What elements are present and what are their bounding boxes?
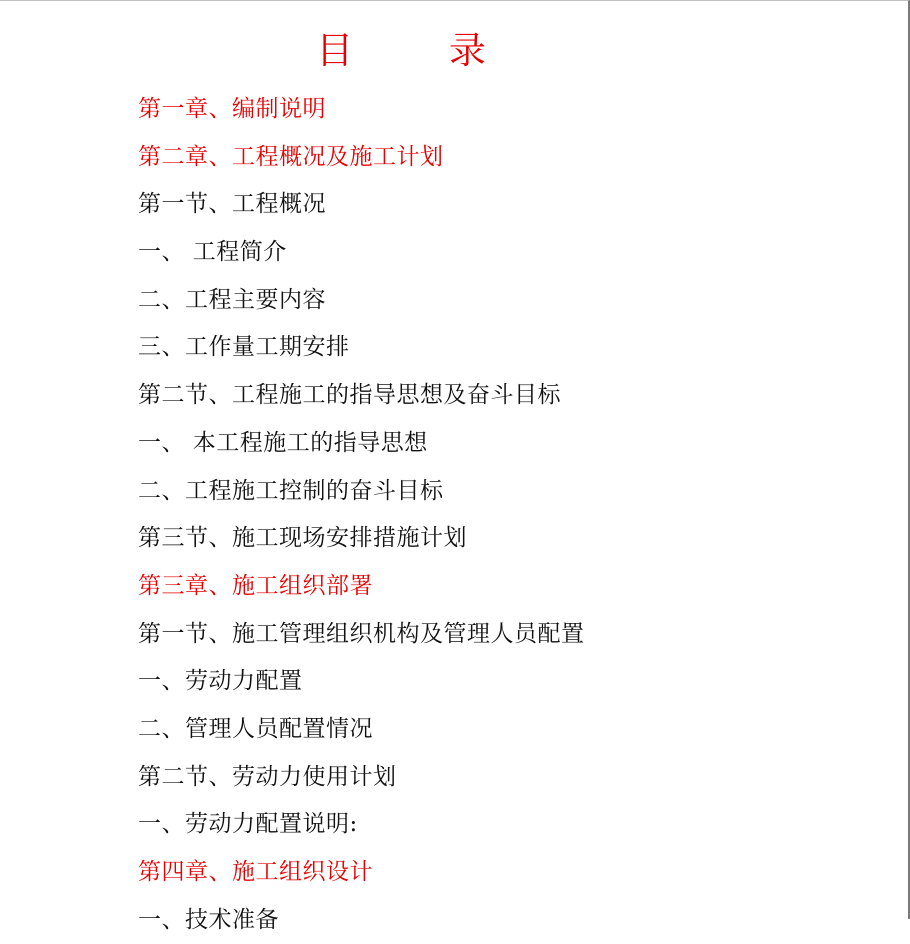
toc-entry[interactable]: 二、管理人员配置情况 <box>138 715 373 742</box>
toc-list <box>138 86 585 944</box>
toc-entry[interactable]: 第二节、工程施工的指导思想及奋斗目标 <box>138 382 561 409</box>
toc-entry[interactable]: 一、 工程简介 <box>138 239 287 266</box>
toc-entry[interactable]: 第二章、工程概况及施工计划 <box>138 143 444 170</box>
toc-entry[interactable]: 一、劳动力配置 <box>138 668 303 695</box>
toc-entry[interactable]: 二、工程施工控制的奋斗目标 <box>138 477 444 504</box>
toc-entry[interactable]: 一、劳动力配置说明: <box>138 811 358 838</box>
toc-entry[interactable]: 第四章、施工组织设计 <box>138 859 373 885</box>
toc-title: 目 录 <box>316 29 528 72</box>
toc-entry[interactable]: 第一节、施工管理组织机构及管理人员配置 <box>138 620 585 647</box>
toc-entry[interactable]: 第二节、劳动力使用计划 <box>138 763 397 790</box>
toc-entry[interactable]: 第一章、编制说明 <box>138 96 326 122</box>
toc-entry[interactable]: 二、工程主要内容 <box>138 286 326 313</box>
toc-entry[interactable]: 一、 本工程施工的指导思想 <box>138 429 428 456</box>
toc-entry[interactable]: 第三节、施工现场安排措施计划 <box>138 525 467 552</box>
toc-entry[interactable]: 第三章、施工组织部署 <box>138 572 373 599</box>
toc-entry[interactable]: 一、技术准备 <box>138 906 279 933</box>
toc-entry[interactable]: 第一节、工程概况 <box>138 191 326 218</box>
toc-entry[interactable]: 三、工作量工期安排 <box>138 334 350 361</box>
